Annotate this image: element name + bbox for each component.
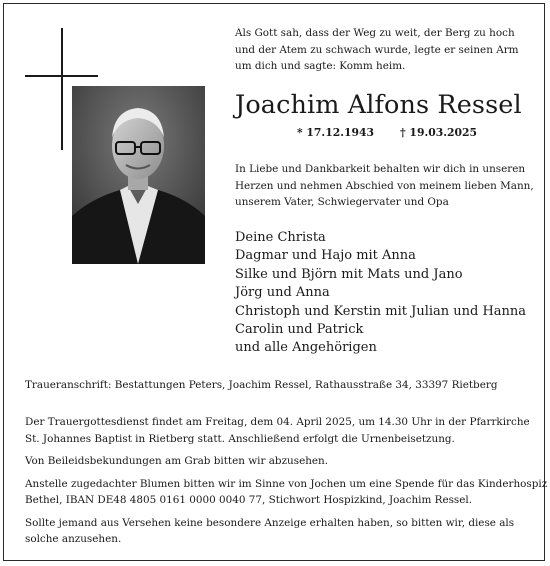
condolence-paragraph bbox=[25, 453, 535, 470]
mourner-line: und alle Angehörigen bbox=[235, 340, 377, 356]
service-details bbox=[25, 414, 548, 554]
poem-line: und der Atem zu schwach wurde, legte er seinen Arm bbox=[235, 43, 519, 56]
portrait-photo bbox=[72, 86, 205, 264]
mourners-list bbox=[235, 229, 545, 358]
farewell-intro bbox=[235, 161, 535, 211]
donation-paragraph bbox=[25, 476, 548, 509]
mourner-line: Carolin und Patrick bbox=[235, 322, 364, 338]
service-paragraph bbox=[25, 414, 535, 447]
paragraph-line: Bethel, IBAN DE48 4805 0161 0000 0040 77, Stichwort Hospizkind, Joachim Ressel. bbox=[25, 494, 473, 506]
notice-paragraph bbox=[25, 515, 535, 548]
mourner-line: Silke und Björn mit Mats und Jano bbox=[235, 266, 463, 282]
paragraph-line: Der Trauergottesdienst findet am Freitag, dem 04. April 2025, um 14.30 Uhr in der Pfarrkirche bbox=[25, 416, 530, 428]
paragraph-line: Sollte jemand aus Versehen keine besondere Anzeige erhalten haben, so bitten wir, diese als bbox=[25, 516, 515, 529]
mourner-line: Dagmar und Hajo mit Anna bbox=[235, 248, 416, 264]
intro-line: In Liebe und Dankbarkeit behalten wir dich in unseren bbox=[235, 163, 526, 175]
birth-date: * 17.12.1943 bbox=[297, 126, 375, 139]
paragraph-line: St. Johannes Baptist in Rietberg statt. Anschließend erfolgt die Urnenbeisetzung. bbox=[25, 432, 455, 445]
paragraph-line: Anstelle zugedachter Blumen bitten wir im Sinne von Jochen um eine Spende für das Kinderhospiz bbox=[25, 477, 548, 490]
deceased-name: Joachim Alfons Ressel bbox=[235, 90, 522, 120]
intro-line: Herzen und nehmen Abschied von meinem lieben Mann, bbox=[235, 179, 534, 192]
poem-verse bbox=[235, 25, 535, 75]
paragraph-line: Von Beileidsbekundungen am Grab bitten wir abzusehen. bbox=[25, 455, 329, 467]
mourner-line: Christoph und Kerstin mit Julian und Hanna bbox=[235, 303, 527, 319]
intro-line: unserem Vater, Schwiegervater und Opa bbox=[235, 196, 449, 208]
poem-line: um dich und sagte: Komm heim. bbox=[235, 60, 406, 72]
death-date: † 19.03.2025 bbox=[400, 126, 478, 139]
poem-line: Als Gott sah, dass der Weg zu weit, der Berg zu hoch bbox=[235, 27, 515, 39]
mourner-line: Deine Christa bbox=[235, 230, 326, 245]
mourning-address: Traueranschrift: Bestattungen Peters, Joachim Ressel, Rathausstraße 34, 33397 Rietberg bbox=[25, 379, 498, 391]
life-dates bbox=[297, 125, 477, 141]
mourner-line: Jörg und Anna bbox=[235, 285, 330, 301]
paragraph-line: solche anzusehen. bbox=[25, 533, 122, 545]
